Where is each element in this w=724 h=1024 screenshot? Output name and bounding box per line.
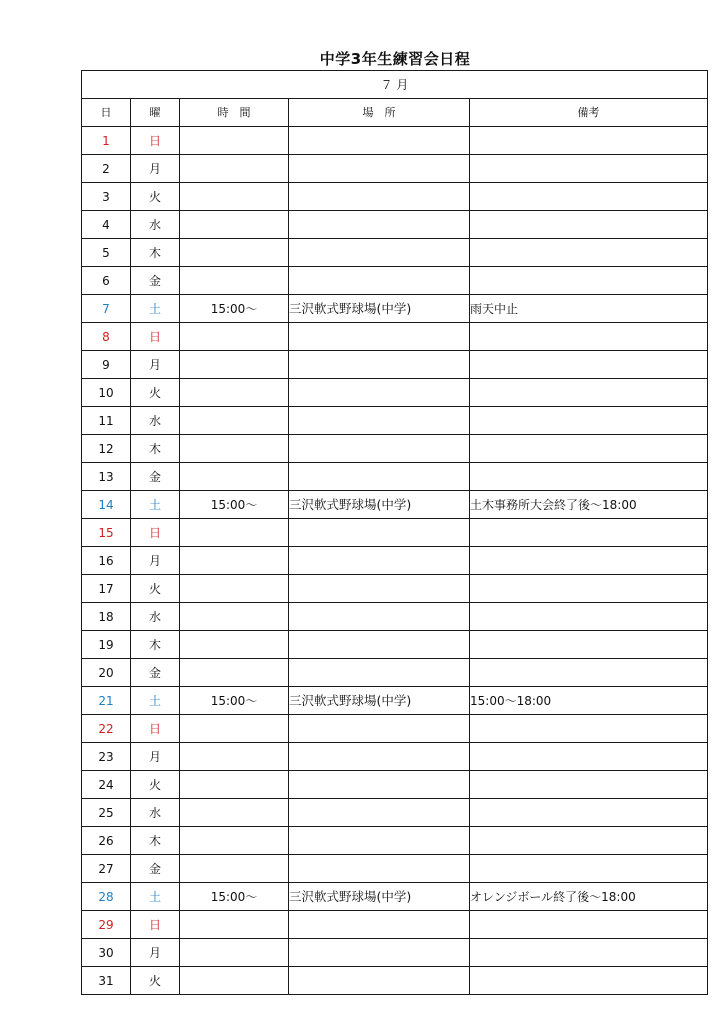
day-cell: 6 bbox=[82, 267, 131, 295]
time-cell bbox=[180, 211, 289, 239]
place-cell bbox=[289, 967, 470, 995]
time-cell bbox=[180, 407, 289, 435]
note-cell bbox=[470, 519, 708, 547]
day-cell: 30 bbox=[82, 939, 131, 967]
time-cell bbox=[180, 547, 289, 575]
place-cell bbox=[289, 715, 470, 743]
place-cell: 三沢軟式野球場(中学) bbox=[289, 687, 470, 715]
time-cell bbox=[180, 939, 289, 967]
weekday-cell: 水 bbox=[131, 211, 180, 239]
weekday-cell: 土 bbox=[131, 295, 180, 323]
table-row bbox=[82, 407, 708, 435]
day-cell: 4 bbox=[82, 211, 131, 239]
place-cell bbox=[289, 435, 470, 463]
time-cell bbox=[180, 575, 289, 603]
note-cell bbox=[470, 911, 708, 939]
table-row bbox=[82, 939, 708, 967]
table-row bbox=[82, 743, 708, 771]
day-cell: 31 bbox=[82, 967, 131, 995]
place-cell bbox=[289, 463, 470, 491]
place-cell: 三沢軟式野球場(中学) bbox=[289, 883, 470, 911]
weekday-cell: 日 bbox=[131, 715, 180, 743]
note-cell: 土木事務所大会終了後～18:00 bbox=[470, 491, 708, 519]
day-cell: 10 bbox=[82, 379, 131, 407]
weekday-cell: 月 bbox=[131, 351, 180, 379]
note-cell bbox=[470, 463, 708, 491]
place-cell: 三沢軟式野球場(中学) bbox=[289, 491, 470, 519]
table-row bbox=[82, 239, 708, 267]
day-cell: 24 bbox=[82, 771, 131, 799]
table-row bbox=[82, 183, 708, 211]
place-cell bbox=[289, 799, 470, 827]
place-cell bbox=[289, 379, 470, 407]
time-cell bbox=[180, 827, 289, 855]
time-cell bbox=[180, 127, 289, 155]
weekday-cell: 土 bbox=[131, 491, 180, 519]
table-row bbox=[82, 799, 708, 827]
note-cell bbox=[470, 631, 708, 659]
time-cell bbox=[180, 967, 289, 995]
time-cell bbox=[180, 659, 289, 687]
weekday-cell: 火 bbox=[131, 575, 180, 603]
place-cell bbox=[289, 127, 470, 155]
header-dow: 曜 bbox=[131, 99, 180, 127]
place-cell bbox=[289, 855, 470, 883]
day-cell: 9 bbox=[82, 351, 131, 379]
schedule-table bbox=[81, 70, 708, 995]
time-cell bbox=[180, 379, 289, 407]
note-cell bbox=[470, 967, 708, 995]
note-cell bbox=[470, 211, 708, 239]
day-cell: 1 bbox=[82, 127, 131, 155]
time-cell bbox=[180, 155, 289, 183]
header-note: 備考 bbox=[470, 99, 708, 127]
table-row bbox=[82, 127, 708, 155]
day-cell: 26 bbox=[82, 827, 131, 855]
day-cell: 19 bbox=[82, 631, 131, 659]
place-cell bbox=[289, 183, 470, 211]
time-cell bbox=[180, 771, 289, 799]
table-row bbox=[82, 659, 708, 687]
weekday-cell: 月 bbox=[131, 743, 180, 771]
weekday-cell: 水 bbox=[131, 799, 180, 827]
weekday-cell: 日 bbox=[131, 911, 180, 939]
place-cell bbox=[289, 351, 470, 379]
table-row bbox=[82, 351, 708, 379]
table-row bbox=[82, 687, 708, 715]
month-row bbox=[82, 71, 708, 99]
day-cell: 16 bbox=[82, 547, 131, 575]
table-row bbox=[82, 463, 708, 491]
day-cell: 15 bbox=[82, 519, 131, 547]
time-cell bbox=[180, 743, 289, 771]
place-cell bbox=[289, 155, 470, 183]
weekday-cell: 水 bbox=[131, 407, 180, 435]
day-cell: 17 bbox=[82, 575, 131, 603]
time-cell bbox=[180, 631, 289, 659]
weekday-cell: 日 bbox=[131, 323, 180, 351]
day-cell: 28 bbox=[82, 883, 131, 911]
table-row bbox=[82, 603, 708, 631]
day-cell: 7 bbox=[82, 295, 131, 323]
note-cell bbox=[470, 743, 708, 771]
place-cell bbox=[289, 267, 470, 295]
day-cell: 22 bbox=[82, 715, 131, 743]
weekday-cell: 木 bbox=[131, 631, 180, 659]
day-cell: 29 bbox=[82, 911, 131, 939]
time-cell bbox=[180, 603, 289, 631]
weekday-cell: 土 bbox=[131, 687, 180, 715]
note-cell bbox=[470, 351, 708, 379]
day-cell: 2 bbox=[82, 155, 131, 183]
weekday-cell: 水 bbox=[131, 603, 180, 631]
page-title: 中学3年生練習会日程 bbox=[319, 50, 471, 68]
header-time: 時 間 bbox=[180, 99, 289, 127]
weekday-cell: 土 bbox=[131, 883, 180, 911]
month-label: ７ 月 bbox=[82, 71, 708, 99]
table-row bbox=[82, 827, 708, 855]
note-cell bbox=[470, 239, 708, 267]
weekday-cell: 金 bbox=[131, 463, 180, 491]
note-cell bbox=[470, 547, 708, 575]
table-row bbox=[82, 715, 708, 743]
time-cell bbox=[180, 267, 289, 295]
table-row bbox=[82, 295, 708, 323]
place-cell bbox=[289, 519, 470, 547]
place-cell bbox=[289, 547, 470, 575]
note-cell bbox=[470, 939, 708, 967]
note-cell bbox=[470, 127, 708, 155]
header-place: 場 所 bbox=[289, 99, 470, 127]
day-cell: 14 bbox=[82, 491, 131, 519]
weekday-cell: 日 bbox=[131, 127, 180, 155]
time-cell bbox=[180, 435, 289, 463]
time-cell bbox=[180, 239, 289, 267]
day-cell: 13 bbox=[82, 463, 131, 491]
note-cell bbox=[470, 155, 708, 183]
place-cell bbox=[289, 603, 470, 631]
table-row bbox=[82, 491, 708, 519]
weekday-cell: 木 bbox=[131, 239, 180, 267]
weekday-cell: 木 bbox=[131, 827, 180, 855]
table-row bbox=[82, 911, 708, 939]
table-row bbox=[82, 631, 708, 659]
note-cell bbox=[470, 827, 708, 855]
day-cell: 21 bbox=[82, 687, 131, 715]
day-cell: 20 bbox=[82, 659, 131, 687]
day-cell: 11 bbox=[82, 407, 131, 435]
time-cell bbox=[180, 911, 289, 939]
table-row bbox=[82, 267, 708, 295]
note-cell: オレンジボール終了後～18:00 bbox=[470, 883, 708, 911]
day-cell: 5 bbox=[82, 239, 131, 267]
day-cell: 18 bbox=[82, 603, 131, 631]
weekday-cell: 金 bbox=[131, 267, 180, 295]
table-row bbox=[82, 575, 708, 603]
place-cell bbox=[289, 659, 470, 687]
table-row bbox=[82, 379, 708, 407]
place-cell bbox=[289, 911, 470, 939]
place-cell bbox=[289, 939, 470, 967]
place-cell: 三沢軟式野球場(中学) bbox=[289, 295, 470, 323]
day-cell: 27 bbox=[82, 855, 131, 883]
table-row bbox=[82, 323, 708, 351]
time-cell bbox=[180, 519, 289, 547]
note-cell bbox=[470, 575, 708, 603]
day-cell: 8 bbox=[82, 323, 131, 351]
note-cell: 雨天中止 bbox=[470, 295, 708, 323]
place-cell bbox=[289, 575, 470, 603]
day-cell: 3 bbox=[82, 183, 131, 211]
weekday-cell: 月 bbox=[131, 547, 180, 575]
table-row bbox=[82, 435, 708, 463]
table-row bbox=[82, 211, 708, 239]
place-cell bbox=[289, 239, 470, 267]
time-cell bbox=[180, 715, 289, 743]
header-row bbox=[82, 99, 708, 127]
day-cell: 12 bbox=[82, 435, 131, 463]
place-cell bbox=[289, 407, 470, 435]
note-cell bbox=[470, 715, 708, 743]
note-cell: 15:00～18:00 bbox=[470, 687, 708, 715]
header-day: 日 bbox=[82, 99, 131, 127]
time-cell bbox=[180, 855, 289, 883]
weekday-cell: 金 bbox=[131, 855, 180, 883]
note-cell bbox=[470, 799, 708, 827]
note-cell bbox=[470, 379, 708, 407]
note-cell bbox=[470, 267, 708, 295]
weekday-cell: 木 bbox=[131, 435, 180, 463]
table-row bbox=[82, 883, 708, 911]
note-cell bbox=[470, 855, 708, 883]
table-row bbox=[82, 547, 708, 575]
day-cell: 25 bbox=[82, 799, 131, 827]
weekday-cell: 火 bbox=[131, 967, 180, 995]
place-cell bbox=[289, 211, 470, 239]
time-cell: 15:00～ bbox=[180, 687, 289, 715]
table-row bbox=[82, 967, 708, 995]
time-cell bbox=[180, 351, 289, 379]
place-cell bbox=[289, 743, 470, 771]
note-cell bbox=[470, 659, 708, 687]
place-cell bbox=[289, 323, 470, 351]
time-cell bbox=[180, 799, 289, 827]
table-row bbox=[82, 155, 708, 183]
weekday-cell: 月 bbox=[131, 155, 180, 183]
weekday-cell: 日 bbox=[131, 519, 180, 547]
weekday-cell: 火 bbox=[131, 379, 180, 407]
time-cell bbox=[180, 323, 289, 351]
table-row bbox=[82, 855, 708, 883]
time-cell bbox=[180, 183, 289, 211]
day-cell: 23 bbox=[82, 743, 131, 771]
table-row bbox=[82, 519, 708, 547]
time-cell: 15:00～ bbox=[180, 491, 289, 519]
note-cell bbox=[470, 435, 708, 463]
note-cell bbox=[470, 407, 708, 435]
place-cell bbox=[289, 771, 470, 799]
time-cell bbox=[180, 463, 289, 491]
note-cell bbox=[470, 323, 708, 351]
note-cell bbox=[470, 603, 708, 631]
table-row bbox=[82, 771, 708, 799]
weekday-cell: 火 bbox=[131, 771, 180, 799]
note-cell bbox=[470, 771, 708, 799]
weekday-cell: 火 bbox=[131, 183, 180, 211]
time-cell: 15:00～ bbox=[180, 883, 289, 911]
place-cell bbox=[289, 827, 470, 855]
place-cell bbox=[289, 631, 470, 659]
time-cell: 15:00～ bbox=[180, 295, 289, 323]
note-cell bbox=[470, 183, 708, 211]
schedule-body bbox=[82, 71, 708, 995]
weekday-cell: 月 bbox=[131, 939, 180, 967]
weekday-cell: 金 bbox=[131, 659, 180, 687]
